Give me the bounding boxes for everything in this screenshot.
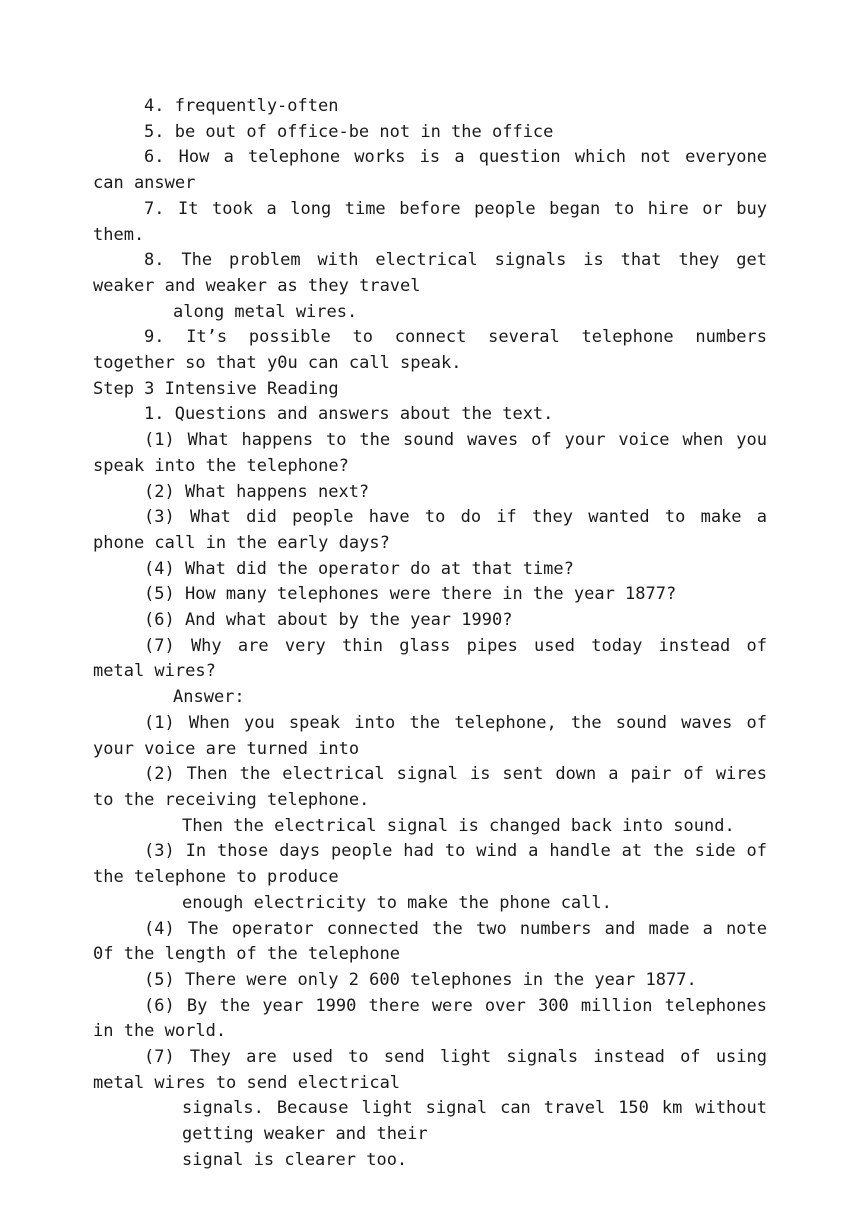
answer-7-end: signal is clearer too. — [182, 1149, 408, 1170]
question-1: (1) What happens to the sound waves of your voice when you speak into the telephone? — [93, 430, 767, 476]
sentence-item-7: 7. It took a long time before people began to hire or buy them. — [93, 198, 767, 245]
answer-4: (4) The operator connected the two numbers and made a note 0f the length of the telephone — [93, 918, 767, 965]
answer-3-continued: enough electricity to make the phone call. — [182, 892, 612, 913]
answer-1: (1) When you speak into the telephone, the sound waves of your voice are turned into — [93, 712, 767, 759]
question-3: (3) What did people have to do if they wanted to make a phone call in the early days? — [93, 507, 767, 553]
document-page — [93, 94, 767, 1174]
sentence-item-6: 6. How a telephone works is a question which not everyone can answer — [93, 147, 767, 194]
question-4: (4) What did the operator do at that time? — [144, 558, 574, 579]
question-2: (2) What happens next? — [144, 481, 370, 502]
question-7: (7) Why are very thin glass pipes used today instead of metal wires? — [93, 635, 767, 682]
answer-7-continued: signals. Because light signal can travel 150 km without getting weaker and their — [182, 1098, 767, 1145]
answer-5: (5) There were only 2 600 telephones in the year 1877. — [144, 969, 697, 990]
question-5: (5) How many telephones were there in the year 1877? — [144, 584, 677, 605]
task-heading: 1. Questions and answers about the text. — [144, 404, 554, 425]
question-6: (6) And what about by the year 1990? — [144, 610, 513, 631]
sentence-item-9: 9. It’s possible to connect several telephone numbers together so that y0u can call speak. — [93, 327, 767, 374]
sentence-item-8-continued: along metal wires. — [173, 301, 358, 322]
answer-2: (2) Then the electrical signal is sent down a pair of wires to the receiving telephone. — [93, 764, 767, 810]
vocab-item-4: 4. frequently-often — [144, 96, 339, 116]
answer-2-continued: Then the electrical signal is changed back into sound. — [182, 815, 735, 836]
sentence-item-8: 8. The problem with electrical signals is that they get weaker and weaker as they travel — [93, 250, 767, 296]
section-heading: Step 3 Intensive Reading — [93, 378, 339, 399]
answer-6: (6) By the year 1990 there were over 300 million telephones in the world. — [93, 995, 767, 1042]
answer-3: (3) In those days people had to wind a handle at the side of the telephone to produce — [93, 841, 767, 888]
answer-heading: Answer: — [173, 687, 245, 708]
answer-7: (7) They are used to send light signals instead of using metal wires to send electrical — [93, 1047, 767, 1093]
vocab-item-5: 5. be out of office-be not in the office — [144, 121, 554, 142]
